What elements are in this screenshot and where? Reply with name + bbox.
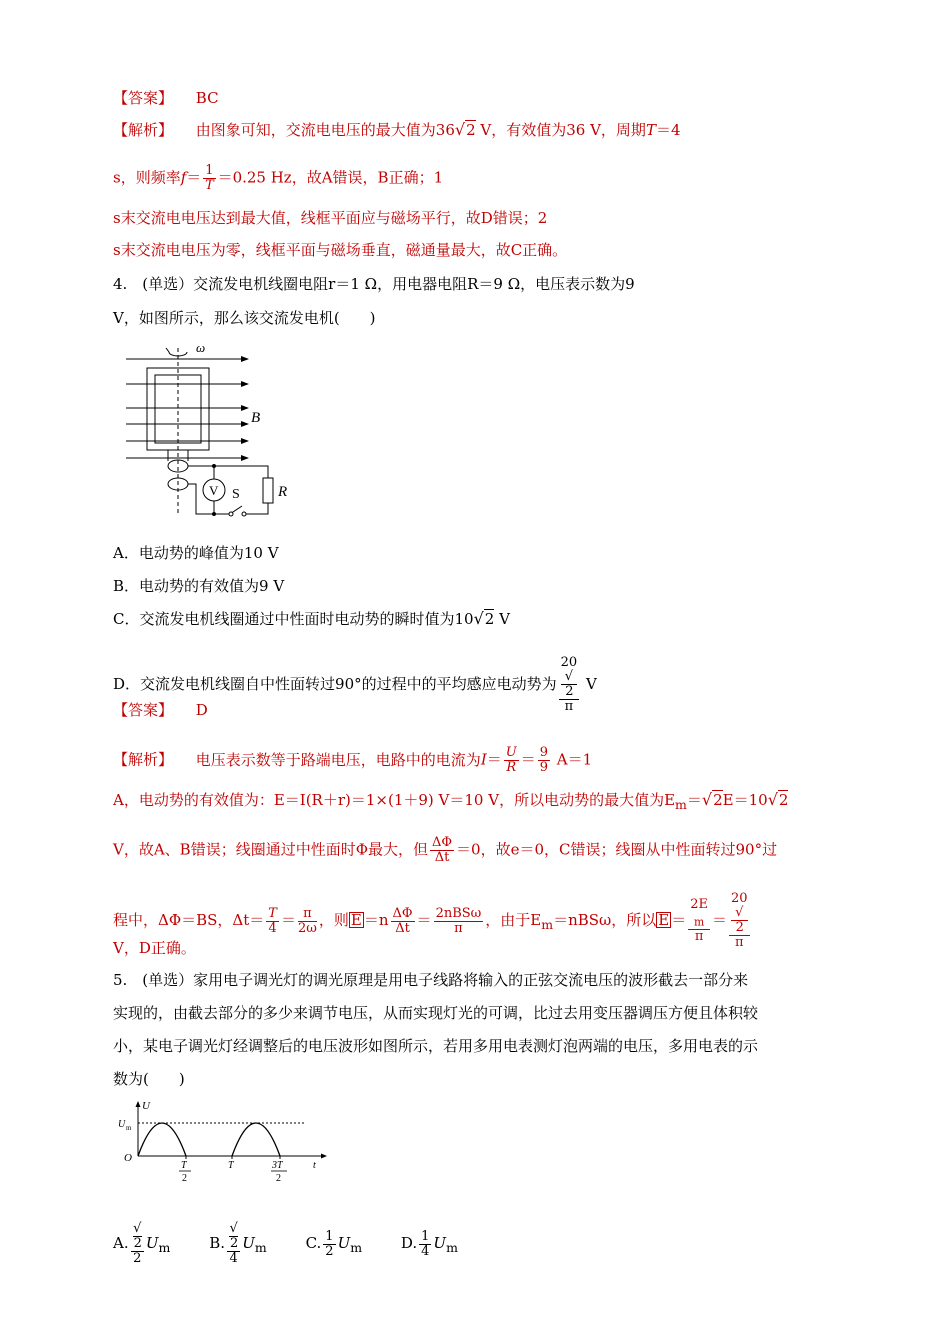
numerator: π — [298, 907, 317, 922]
denominator: R — [506, 760, 517, 775]
var-T: T — [645, 121, 656, 139]
q3-analysis-line4: s末交流电电压为零，线框平面与磁场垂直，磁通量最大，故C正确。 — [113, 241, 568, 259]
q5-stem-line1: 5. (单选）家用电子调光灯的调光原理是用电子线路将输入的正弦交流电压的波形截去一部分来 — [113, 971, 749, 989]
text: ＝ — [686, 791, 702, 809]
subscript: m — [693, 915, 705, 929]
fraction — [298, 907, 317, 936]
numerator: U — [505, 745, 517, 760]
text: ＝4 — [655, 121, 681, 139]
numerator: 1 — [421, 1228, 430, 1244]
sqrt-arg: 2 — [561, 684, 578, 699]
q4-answer-line — [113, 700, 208, 720]
q5-options — [113, 1222, 458, 1266]
subscript: m — [350, 1240, 363, 1255]
text: D．交流发电机线圈自中性面转过90°的过程中的平均感应电动势为 — [113, 675, 557, 693]
numerator: ΔΦ — [392, 905, 413, 921]
um-sub: m — [126, 1124, 132, 1132]
text: ＝n — [363, 911, 389, 929]
text: E＝10 — [722, 791, 768, 809]
numerator: 1 — [325, 1228, 334, 1244]
text: 由图象可知，交流电电压的最大值为36 — [195, 121, 455, 139]
t-three-half-den: 2 — [276, 1173, 281, 1184]
answer-tag: 【答案】 — [113, 701, 174, 719]
denominator: T — [205, 178, 214, 193]
switch-label: S — [232, 487, 240, 502]
fraction — [391, 907, 415, 936]
coil-outer — [147, 368, 209, 450]
fraction — [688, 898, 710, 945]
q4-analysis-line2: A，电动势的有效值为：E＝I(R＋r)＝1×(1＋9) V＝10 V，所以电动势的最大值为$E_m=√2E=10√2$ — [113, 790, 789, 812]
t-half-num: T — [181, 1160, 187, 1171]
text: ＝0，故e＝0，C错误；线圈从中性面转过90°过 — [456, 840, 778, 859]
wave-half-1 — [138, 1123, 186, 1156]
sqrt-arg: 2 — [731, 920, 748, 935]
denominator: π — [564, 699, 574, 714]
subscript: m — [158, 1240, 171, 1255]
var-f: f — [180, 168, 187, 187]
q4-analysis-line1 — [113, 746, 592, 775]
boxed-e: E — [350, 911, 362, 929]
q4-analysis-line3 — [113, 836, 777, 865]
boxed-e: E — [658, 911, 670, 929]
text: ＝ — [186, 168, 202, 187]
text: ，由于E — [485, 911, 542, 929]
text: ＝ — [520, 750, 536, 769]
denominator: π — [735, 935, 744, 950]
q4-option-c: C．交流发电机线圈通过中性面时电动势的瞬时值为10√2 V — [113, 609, 510, 628]
q4-analysis-line4 — [113, 892, 752, 950]
var: I — [480, 750, 487, 769]
denominator: Δt — [395, 920, 410, 936]
fraction: 20 √ 2 π — [731, 891, 748, 950]
sqrt-arg: 2 — [466, 121, 476, 139]
option-letter: D. — [400, 1234, 418, 1252]
text: ＝ — [486, 750, 502, 769]
var-u: U — [337, 1234, 351, 1252]
numerator: 20 — [560, 655, 578, 670]
denominator: 2 — [133, 1251, 142, 1266]
t-axis-label: t — [313, 1160, 316, 1171]
fraction: √ 2 2 — [131, 1222, 144, 1266]
omega-label: ω — [196, 340, 206, 355]
text: 电压表示数等于路端电压，电路中的电流为 — [195, 750, 481, 769]
text: C．交流发电机线圈通过中性面时电动势的瞬时值为10 — [113, 610, 474, 628]
denominator: 9 — [539, 760, 549, 775]
u-label: U — [142, 1100, 150, 1112]
fraction — [266, 907, 279, 936]
q3-analysis-line1: 【解析】 由图象可知，交流电电压的最大值为36√2 V，有效值为36 V，周期T＝4 — [113, 120, 681, 139]
text: ＝ — [712, 911, 728, 929]
text: ＝0.25 Hz，故A错误，B正确；1 — [217, 168, 444, 187]
q5-option-a — [113, 1221, 171, 1266]
q5-stem-line3: 小，某电子调光灯经调整后的电压波形如图所示，若用多用电表测灯泡两端的电压，多用电表的示 — [113, 1037, 759, 1055]
q3-analysis-line3: s末交流电电压达到最大值，线框平面应与磁场平行，故D错误；2 — [113, 209, 548, 227]
sqrt-arg: 2 — [484, 610, 495, 628]
subscript: m — [675, 797, 687, 812]
r-label: R — [278, 484, 288, 500]
answer-value: BC — [195, 89, 219, 107]
q4-option-b: B．电动势的有效值为9 V — [113, 577, 285, 595]
option-letter: B. — [209, 1234, 225, 1252]
q4-option-a: A．电动势的峰值为10 V — [113, 544, 279, 562]
numerator: 2E — [690, 896, 709, 912]
answer-value: D — [195, 701, 208, 719]
fraction — [504, 746, 519, 775]
var-u: U — [145, 1234, 159, 1252]
var-u: U — [242, 1234, 255, 1252]
q5-stem-line4: 数为( ) — [113, 1070, 185, 1088]
q4-analysis-line5: V，D正确。 — [113, 939, 196, 957]
option-letter: A. — [113, 1234, 129, 1252]
text: A＝1 — [552, 750, 593, 769]
var-u: U — [433, 1234, 447, 1252]
text: s，则频率 — [113, 168, 181, 187]
origin-label: O — [124, 1152, 132, 1164]
numerator: 9 — [539, 745, 549, 760]
denominator: 4 — [268, 920, 277, 936]
t-label: T — [228, 1160, 234, 1171]
fraction — [419, 1230, 431, 1259]
sqrt-arg: 2 — [133, 1236, 142, 1251]
b-label: B — [251, 410, 261, 426]
text: V，故A、B错误；线圈通过中性面时Φ最大，但 — [113, 840, 428, 859]
denominator: Δt — [434, 850, 450, 865]
q5-option-d — [400, 1228, 458, 1259]
denominator: 4 — [229, 1251, 238, 1266]
text: ＝nBSω，所以 — [553, 911, 657, 929]
generator-circuit-diagram — [118, 338, 308, 523]
sqrt-arg: 2 — [713, 791, 723, 809]
fraction — [538, 746, 550, 775]
denominator: 2 — [325, 1243, 334, 1259]
denominator: 2ω — [297, 920, 317, 936]
denominator: 4 — [421, 1243, 430, 1259]
q4-stem-line1: 4. (单选）交流发电机线圈电阻r＝1 Ω，用电器电阻R＝9 Ω，电压表示数为9 — [113, 275, 635, 293]
q5-option-c — [305, 1228, 363, 1259]
numerator: 2nBSω — [435, 905, 482, 921]
denominator: π — [454, 920, 463, 936]
text: ＝ — [416, 911, 432, 929]
fraction — [434, 907, 484, 936]
text: A，电动势的有效值为：E＝I(R＋r)＝1×(1＋9) V＝10 V，所以电动势的最大值为E — [113, 791, 676, 809]
denominator: π — [694, 929, 704, 945]
t-three-half-num: 3T — [272, 1160, 283, 1171]
fraction: √ 2 4 — [227, 1222, 240, 1266]
analysis-tag: 【解析】 — [113, 121, 174, 139]
voltmeter-label: V — [209, 483, 219, 498]
fraction: 20 √ 2 π — [560, 655, 578, 714]
sqrt-arg: 2 — [229, 1236, 239, 1251]
q3-analysis-line2 — [113, 164, 443, 193]
q5-option-b — [209, 1221, 267, 1266]
text: V — [581, 675, 597, 693]
fraction — [323, 1230, 335, 1259]
text: V — [494, 610, 510, 628]
subscript: m — [254, 1240, 267, 1255]
fraction — [430, 836, 454, 865]
q3-answer-line — [113, 88, 219, 108]
analysis-tag: 【解析】 — [113, 750, 174, 769]
text: ＝ — [671, 911, 687, 929]
sqrt-arg: 2 — [778, 791, 789, 809]
numerator: T — [268, 905, 277, 921]
text: 程中，ΔΦ＝BS，Δt＝ — [113, 911, 265, 929]
answer-tag: 【答案】 — [113, 89, 174, 107]
numerator: 20 — [731, 891, 748, 906]
text: ＝ — [280, 911, 296, 929]
subscript: m — [446, 1240, 458, 1255]
um-label: U — [118, 1119, 126, 1130]
rotation-arrowhead — [166, 348, 169, 352]
option-letter: C. — [305, 1234, 322, 1252]
text: V，有效值为36 V，周期 — [475, 121, 646, 139]
t-half-den: 2 — [182, 1173, 187, 1184]
numerator: ΔΦ — [432, 835, 453, 850]
numerator: 1 — [205, 163, 214, 178]
voltage-waveform-graph — [116, 1098, 331, 1190]
wave-half-2 — [232, 1123, 280, 1156]
resistor — [263, 478, 273, 503]
fraction — [203, 164, 215, 193]
subscript: m — [541, 917, 554, 932]
text: ，则 — [318, 911, 349, 929]
q5-stem-line2: 实现的，由截去部分的多少来调节电压，从而实现灯光的可调，比过去用变压器调压方便且体积较 — [113, 1004, 759, 1022]
q4-stem-line2: V，如图所示，那么该交流发电机( ) — [113, 309, 376, 327]
